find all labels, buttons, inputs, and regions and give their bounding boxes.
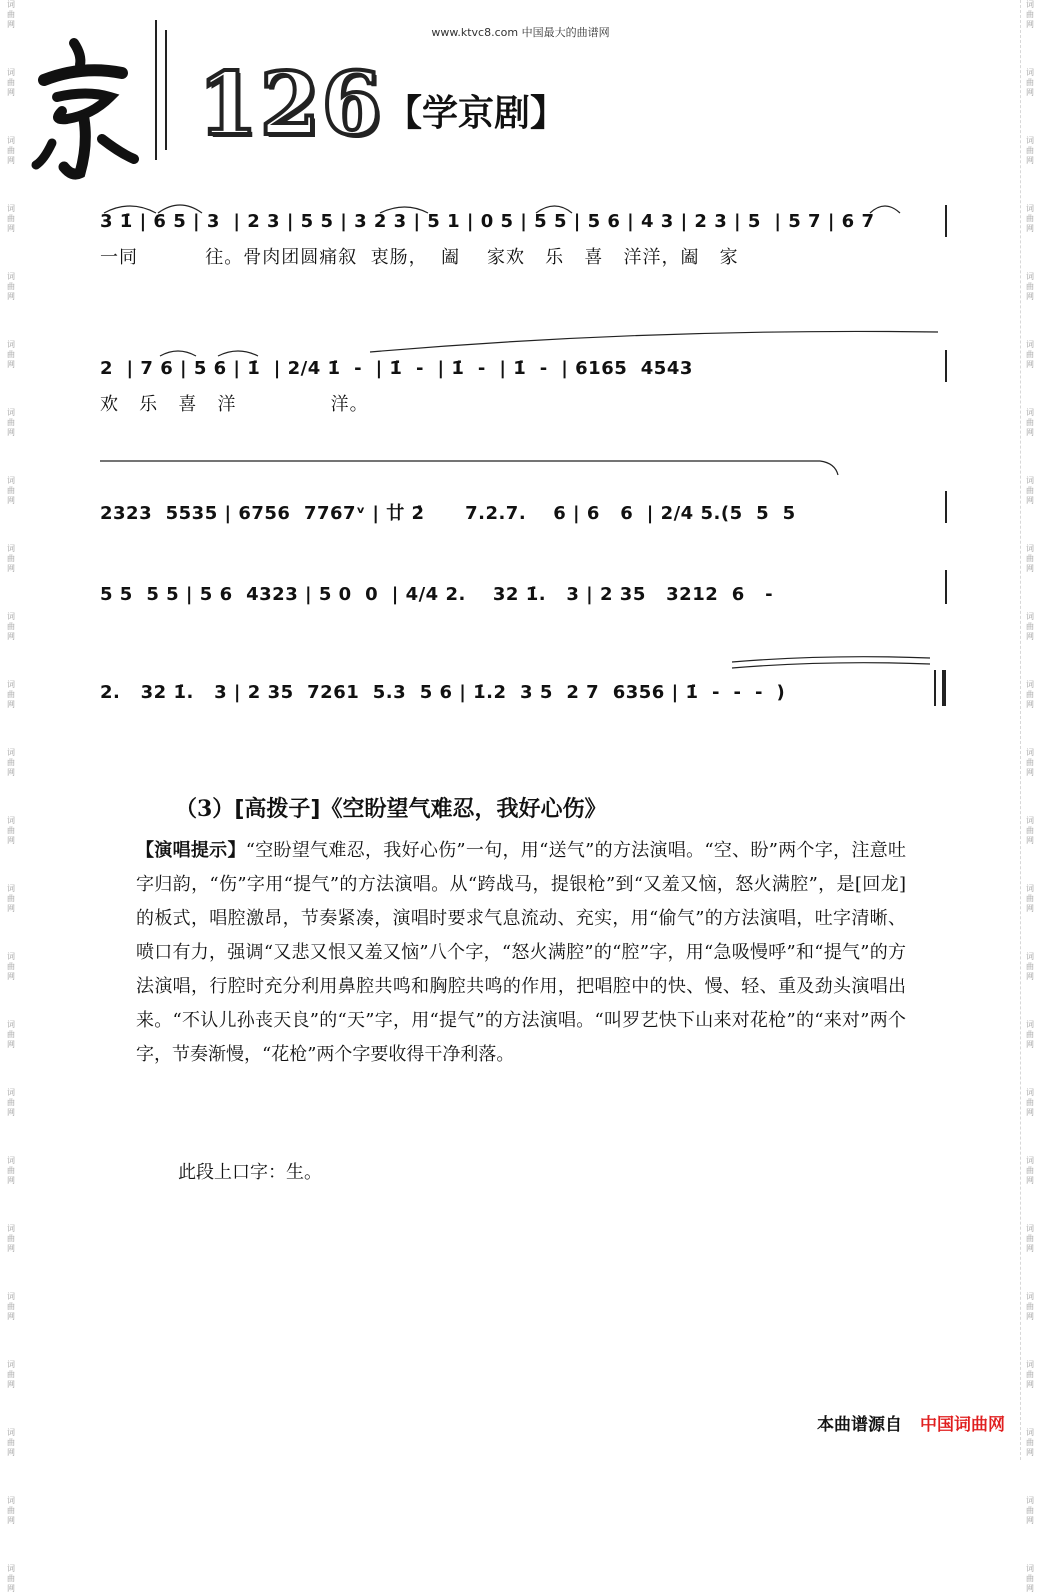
- jing-calligraphy-icon: [22, 35, 152, 185]
- watermark-text: 词 曲 网: [1026, 680, 1034, 709]
- watermark-text: 词 曲 网: [1026, 1224, 1034, 1253]
- singing-tips: [136, 834, 906, 1072]
- watermark-text: 词 曲 网: [1026, 952, 1034, 981]
- bar-line: [945, 205, 947, 237]
- watermark-text: 词 曲 网: [1026, 612, 1034, 641]
- watermark-text: 词 曲 网: [1026, 816, 1034, 845]
- lyrics-line-2: 欢 乐 喜 洋 洋。: [100, 394, 369, 415]
- section-tag: [高拨子]: [234, 797, 321, 822]
- watermark-text: 词 曲 网: [7, 1224, 15, 1253]
- slur-marks: [0, 455, 1041, 495]
- watermark-text: 词 曲 网: [7, 884, 15, 913]
- book-title: 【学京剧】: [386, 93, 567, 134]
- section-number: （3）: [175, 796, 235, 822]
- bar-line: [945, 491, 947, 523]
- watermark-text: 词 曲 网: [1026, 272, 1034, 301]
- watermark-text: 词 曲 网: [7, 1496, 15, 1525]
- tips-label: 【演唱提示】: [136, 840, 246, 861]
- watermark-text: 词 曲 网: [7, 1360, 15, 1389]
- watermark-text: 词 曲 网: [7, 544, 15, 573]
- watermark-text: 词 曲 网: [7, 748, 15, 777]
- notes-line-1: 3 1̇ | 6 5 | 3 | 2 3 | 5 5 | 3 2 3 | 5 1 | 0 5 | 5 5 | 5 6 | 4 3 | 2 3 | 5 | 5 7 | 6 7: [100, 211, 875, 232]
- watermark-text: 词 曲 网: [7, 408, 15, 437]
- watermark-text: 词 曲 网: [7, 204, 15, 233]
- watermark-text: 词 曲 网: [1026, 476, 1034, 505]
- watermark-text: 词 曲 网: [1026, 1020, 1034, 1049]
- watermark-text: 词 曲 网: [1026, 68, 1034, 97]
- watermark-text: 词 曲 网: [7, 1292, 15, 1321]
- watermark-text: 词 曲 网: [7, 340, 15, 369]
- watermark-text: 词 曲 网: [1026, 0, 1034, 29]
- bar-line: [945, 350, 947, 382]
- watermark-text: 词 曲 网: [7, 0, 15, 29]
- watermark-text: 词 曲 网: [7, 1020, 15, 1049]
- footer: [817, 1410, 1005, 1435]
- watermark-text: 词 曲 网: [1026, 408, 1034, 437]
- watermark-text: 词 曲 网: [7, 272, 15, 301]
- watermark-text: 词 曲 网: [7, 68, 15, 97]
- bar-line: [945, 570, 947, 604]
- page-number-title: 126: [198, 54, 384, 155]
- watermark-text: 词 曲 网: [1026, 340, 1034, 369]
- watermark-text: 词 曲 网: [1026, 204, 1034, 233]
- notes-line-2: 2 | 7 6 | 5 6 | 1̇ | 2/4 1̇ - | 1̇ - | 1̇ - | 1̇ - | 6165 4543: [100, 358, 693, 379]
- watermark-text: 词 曲 网: [1026, 136, 1034, 165]
- section-title: 《空盼望气难忍，我好心伤》: [320, 796, 607, 822]
- watermark-text: 词 曲 网: [7, 1564, 15, 1593]
- footer-source-label: 本曲谱源自: [817, 1415, 902, 1435]
- watermark-text: 词 曲 网: [7, 136, 15, 165]
- watermark-text: 词 曲 网: [1026, 1360, 1034, 1389]
- bar-line: [934, 670, 936, 706]
- watermark-text: 词 曲 网: [7, 1088, 15, 1117]
- watermark-text: 词 曲 网: [1026, 884, 1034, 913]
- title-rules: [155, 20, 171, 160]
- watermark-text: 词 曲 网: [7, 952, 15, 981]
- watermark-text: 词 曲 网: [1026, 1156, 1034, 1185]
- watermark-text: 词 曲 网: [7, 1428, 15, 1457]
- watermark-text: 词 曲 网: [1026, 544, 1034, 573]
- watermark-text: 词 曲 网: [1026, 748, 1034, 777]
- watermark-text: 词 曲 网: [1026, 1496, 1034, 1525]
- watermark-text: 词 曲 网: [7, 612, 15, 641]
- section-heading: [175, 792, 606, 823]
- lyrics-line-1: 一同 往。骨肉团圆痛叙 衷肠， 阖 家欢 乐 喜 洋洋，阖 家: [100, 247, 739, 268]
- site-url: www.ktvc8.com 中国最大的曲谱网: [431, 26, 610, 39]
- watermark-text: 词 曲 网: [1026, 1292, 1034, 1321]
- notes-line-4: 5 5 5 5 | 5 6 4323 | 5 0 0 | 4/4 2. 32 1̇. 3 | 2 35 3212 6 -: [100, 584, 774, 605]
- watermark-text: 词 曲 网: [7, 476, 15, 505]
- watermark-text: 词 曲 网: [7, 680, 15, 709]
- watermark-text: 词 曲 网: [1026, 1564, 1034, 1593]
- notes-line-3: 2323 5535 | 6756 7767ᵛ | 廿 2̇ 7.2.7. 6 | 6 6 | 2/4 5.(5 5 5: [100, 503, 796, 524]
- tips-body: “空盼望气难忍，我好心伤”一句，用“送气”的方法演唱。“空、盼”两个字，注意吐字归韵，“伤”字用“提气”的方法演唱。从“跨战马，提银枪”到“又羞又恼，怒火满腔”，是[回龙]的板式，唱腔激昂，节奏紧凑，演唱时要求气息流动、充实，用“偷气”的方法演唱，吐字清晰、喷口有力，强调“又悲又恨又羞又恼”八个字，“怒火满腔”的“腔”字，用“急吸慢呼”和“提气”的方法演唱，行腔时充分利用鼻腔共鸣和胸腔共鸣的作用，把唱腔中的快、慢、轻、重及劲头演唱出来。“不认儿孙丧天良”的“天”字，用“提气”的方法演唱。“叫罗艺快下山来对花枪”的“来对”两个字，节奏渐慢，“花枪”两个字要收得干净利落。: [136, 840, 906, 1065]
- watermark-text: 词 曲 网: [1026, 1088, 1034, 1117]
- watermark-text: 词 曲 网: [7, 816, 15, 845]
- closing-note: 此段上口字：生。: [178, 1162, 322, 1183]
- watermark-text: 词 曲 网: [7, 1156, 15, 1185]
- watermark-text: 词 曲 网: [1026, 1428, 1034, 1457]
- notes-line-5: 2. 32 1̇. 3 | 2 35 7261 5.3 5 6 | 1̇.2 3 5 2 7 6356 | 1̇ - - - ): [100, 682, 786, 703]
- final-bar-line: [942, 670, 946, 706]
- footer-site-name: 中国词曲网: [920, 1415, 1005, 1435]
